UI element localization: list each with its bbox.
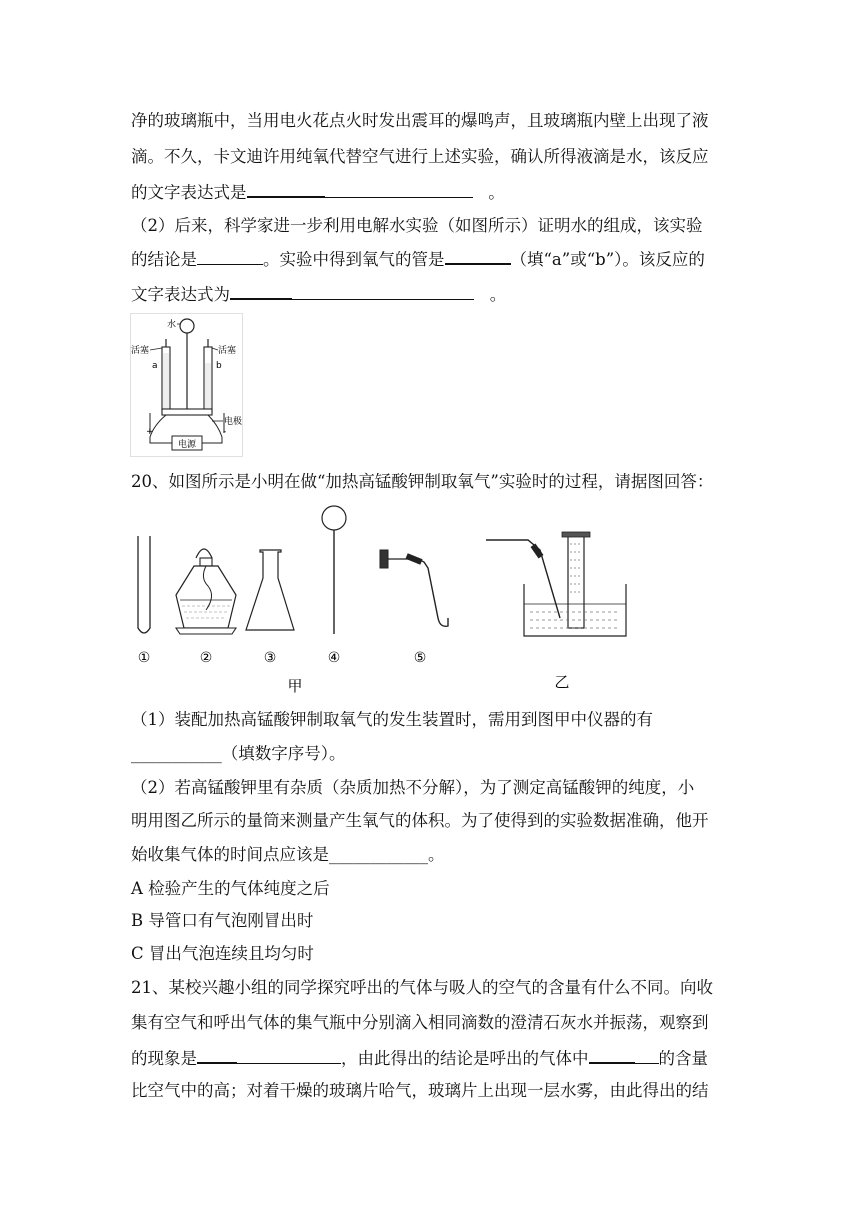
- q20-option-b[interactable]: B 导管口有气泡刚冒出时: [131, 911, 314, 930]
- q21-line3-c: 的含量: [658, 1049, 708, 1068]
- stopcock-right-label: 活塞: [218, 346, 237, 356]
- q19-part2-oxygen-tube-text: 。实验中得到氧气的管是: [263, 250, 445, 269]
- q21-line2: 集有空气和呼出气体的集气瓶中分别滴入相同滴数的澄清石灰水并振荡，观察到: [131, 1013, 709, 1032]
- q19-answer-blank-1b[interactable]: [325, 181, 473, 198]
- q20-part2-line3-prefix: 始收集气体的时间点应该是: [131, 845, 329, 864]
- instrument-number-3: ③: [263, 650, 277, 666]
- long-neck-funnel-icon: [322, 506, 346, 634]
- q20-part1-blank[interactable]: ___________: [131, 744, 222, 763]
- test-tube-icon: [138, 536, 150, 633]
- q20-part2-line3-suffix: 。: [428, 845, 445, 864]
- q21-line3-a: 的现象是: [131, 1049, 197, 1068]
- instrument-number-2: ②: [199, 650, 213, 666]
- q21-line1: 21、某校兴趣小组的同学探究呼出的气体与吸人的空气的含量有什么不同。向收: [131, 978, 713, 997]
- q19-part2-line3-suffix: 。: [489, 285, 507, 304]
- stopper-delivery-tube-icon: [380, 550, 448, 626]
- q19-line3-suffix: 。: [488, 183, 505, 202]
- power-source-label: 电源: [177, 440, 197, 450]
- q19-line3-prefix: 的文字表达式是: [131, 183, 247, 202]
- plus-terminal-label: +: [146, 427, 154, 437]
- minus-terminal-label: -: [223, 427, 227, 437]
- q19-equation-blank-a[interactable]: [230, 282, 292, 300]
- q20-part1-line1: （1）装配加热高锰酸钾制取氧气的发生装置时，需用到图甲中仪器的有: [131, 710, 653, 729]
- water-label: 水: [166, 320, 176, 330]
- instrument-number-5: ⑤: [413, 650, 427, 666]
- q21-line3: [131, 1046, 731, 1070]
- figure-label-jia: 甲: [287, 677, 303, 695]
- conical-flask-icon: [246, 550, 294, 630]
- instrument-number-1: ①: [137, 650, 151, 666]
- electrolysis-apparatus-figure: [130, 313, 245, 458]
- q20-part2-line2: 明用图乙所示的量筒来测量产生氧气的体积。为了使得到的实验数据准确，他开: [131, 811, 709, 830]
- q21-gas-blank-b[interactable]: [635, 1047, 659, 1064]
- q20-option-c[interactable]: C 冒出气泡连续且均匀时: [131, 944, 314, 963]
- q20-option-a[interactable]: A 检验产生的气体纯度之后: [131, 879, 330, 898]
- figure-label-yi: 乙: [554, 673, 570, 691]
- q20-part1-suffix: （填数字序号）。: [221, 744, 346, 763]
- tube-a-label: a: [152, 361, 158, 371]
- q21-line4: 比空气中的高；对着干燥的玻璃片哈气，玻璃片上出现一层水雾，由此得出的结: [131, 1081, 709, 1100]
- q20-part2-line3: [131, 844, 731, 866]
- q19-part2-conclusion-label: 的结论是: [131, 250, 197, 269]
- q19-line2: 滴。不久，卡文迪许用纯氧代替空气进行上述实验，确认所得液滴是水，该反应: [131, 147, 709, 166]
- q19-conclusion-blank[interactable]: [197, 248, 263, 265]
- oxygen-apparatus-figure: [128, 500, 628, 700]
- q19-equation-blank-b[interactable]: [292, 283, 474, 300]
- q19-part2-fill-hint: （填“a”或“b”）。该反应的: [510, 250, 705, 269]
- electrode-label: 电极: [224, 417, 243, 427]
- q21-phenomenon-blank-a[interactable]: [197, 1046, 237, 1064]
- q20-intro: 20、如图所示是小明在做“加热高锰酸钾制取氧气”实验时的过程，请据图回答：: [131, 472, 714, 491]
- alcohol-lamp-icon: [176, 549, 236, 634]
- q20-part2-blank[interactable]: ____________: [329, 845, 428, 864]
- q19-answer-blank-1a[interactable]: [247, 180, 325, 198]
- q21-gas-blank-a[interactable]: [589, 1046, 635, 1064]
- q19-line1: 净的玻璃瓶中，当用电火花点火时发出震耳的爆鸣声，且玻璃瓶内壁上出现了液: [131, 111, 709, 130]
- q19-part2-line3-prefix: 文字表达式为: [131, 285, 230, 304]
- q21-phenomenon-blank-b[interactable]: [237, 1047, 341, 1064]
- q19-part2-line3: [131, 282, 731, 306]
- q19-oxygen-tube-blank[interactable]: [445, 247, 511, 265]
- q20-part2-line1: （2）若高锰酸钾里有杂质（杂质加热不分解），为了测定高锰酸钾的纯度，小: [131, 778, 695, 797]
- q20-part1-line2: [131, 743, 731, 765]
- q19-part2-line1: （2）后来，科学家进一步利用电解水实验（如图所示）证明水的组成，该实验: [131, 216, 703, 235]
- q19-line3: [131, 180, 731, 204]
- tube-b-label: b: [216, 361, 222, 371]
- stopcock-left-label: 活塞: [131, 346, 150, 356]
- instrument-number-4: ④: [327, 650, 341, 666]
- q19-part2-line2: [131, 247, 731, 271]
- q21-line3-b: ，由此得出的结论是呼出的气体中: [341, 1049, 589, 1068]
- water-trough-cylinder-icon: [486, 532, 626, 636]
